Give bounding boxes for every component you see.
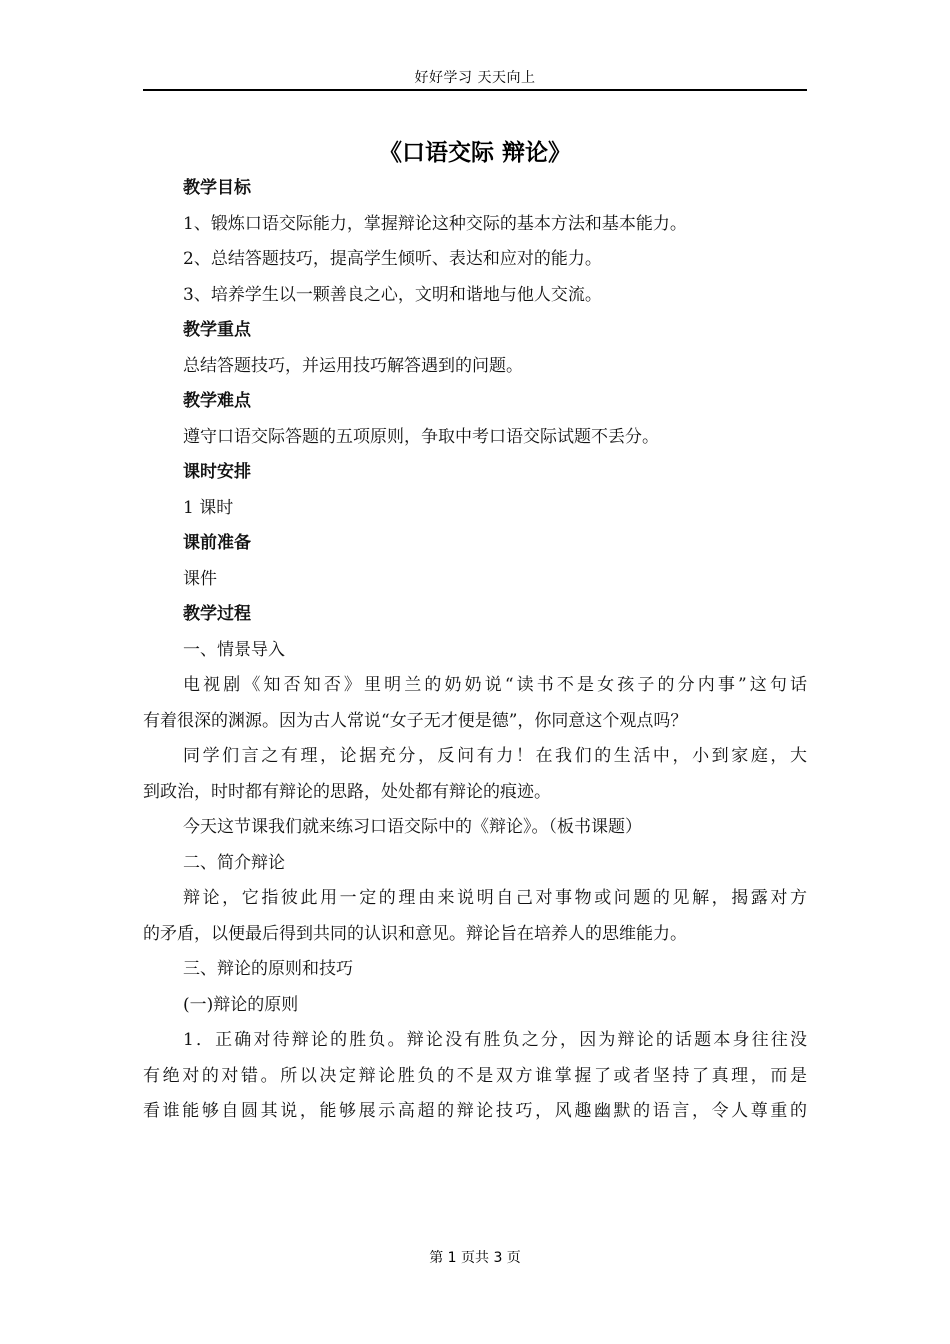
prep-heading: 课前准备 [183, 533, 251, 553]
paragraph-4-line-1: 辩论，它指彼此用一定的理由来说明自己对事物或问题的见解，揭露对方 [183, 888, 807, 908]
paragraph-3-line-1: 今天这节课我们就来练习口语交际中的《辩论》。（板书课题） [183, 817, 642, 837]
part-2-title: 二、简介辩论 [183, 852, 285, 873]
part-1-title: 一、情景导入 [183, 639, 285, 660]
goal-1: 1、锻炼口语交际能力，掌握辩论这种交际的基本方法和基本能力。 [183, 213, 687, 234]
paragraph-2-line-1: 同学们言之有理，论据充分，反问有力！在我们的生活中，小到家庭，大 [183, 746, 807, 766]
paragraph-4-line-2: 的矛盾，以便最后得到共同的认识和意见。辩论旨在培养人的思维能力。 [143, 923, 687, 944]
goal-2: 2、总结答题技巧，提高学生倾听、表达和应对的能力。 [183, 249, 602, 269]
goals-heading: 教学目标 [183, 178, 251, 198]
paragraph-1-line-2: 有着很深的渊源。因为古人常说“女子无才便是德”，你同意这个观点吗？ [143, 710, 688, 731]
schedule-text: 1 课时 [183, 497, 234, 518]
key-points-text: 总结答题技巧，并运用技巧解答遇到的问题。 [183, 355, 523, 376]
header-rule [143, 89, 807, 91]
paragraph-1-line-1: 电视剧《知否知否》里明兰的奶奶说“读书不是女孩子的分内事”这句话 [183, 675, 807, 695]
paragraph-5-line-2: 有绝对的对错。所以决定辩论胜负的不是双方谁掌握了或者坚持了真理，而是 [143, 1065, 807, 1086]
paragraph-5-line-3: 看谁能够自圆其说，能够展示高超的辩论技巧，风趣幽默的语言，令人尊重的 [143, 1101, 807, 1121]
paragraph-2-line-2: 到政治，时时都有辩论的思路，处处都有辩论的痕迹。 [143, 781, 551, 802]
part-3-title: 三、辩论的原则和技巧 [183, 959, 353, 979]
page-footer: 第 1 页共 3 页 [429, 1250, 521, 1266]
difficulty-heading: 教学难点 [183, 391, 251, 411]
paragraph-5-line-1: 1．正确对待辩论的胜负。辩论没有胜负之分，因为辩论的话题本身往往没 [183, 1030, 807, 1050]
document-title: 《口语交际 辩论》 [378, 140, 571, 166]
key-points-heading: 教学重点 [183, 320, 251, 340]
difficulty-text: 遵守口语交际答题的五项原则，争取中考口语交际试题不丢分。 [183, 426, 659, 447]
document-body [143, 171, 807, 1130]
prep-text: 课件 [183, 568, 217, 589]
subsection-1-title: (一)辩论的原则 [183, 994, 299, 1015]
goal-3: 3、培养学生以一颗善良之心，文明和谐地与他人交流。 [183, 284, 602, 305]
process-heading: 教学过程 [183, 604, 251, 624]
page-header: 好好学习 天天向上 [414, 70, 536, 86]
schedule-heading: 课时安排 [183, 462, 251, 482]
